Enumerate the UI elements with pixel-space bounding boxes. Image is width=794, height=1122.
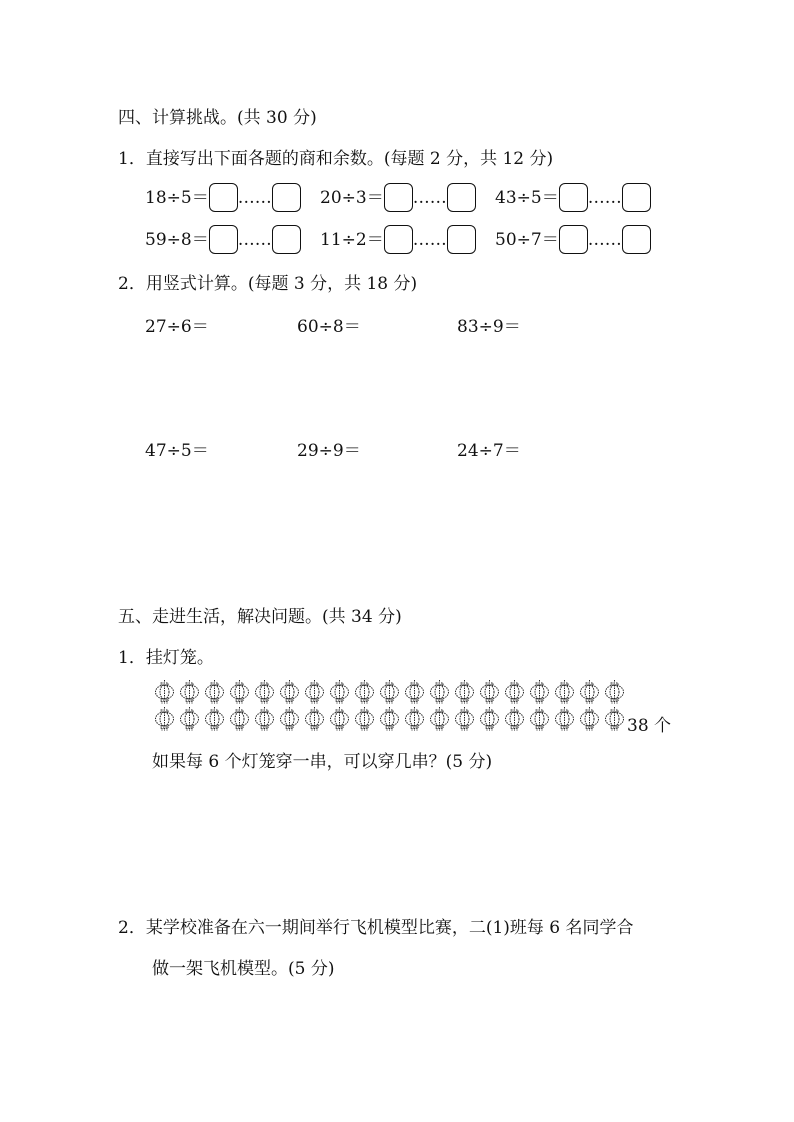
- question-2-line-1: 2．某学校准备在六一期间举行飞机模型比赛，二(1)班每 6 名同学合: [118, 918, 634, 938]
- division-item-4: [145, 225, 301, 255]
- division-expression: 11÷2＝: [320, 230, 384, 250]
- lantern-icon: [552, 707, 577, 731]
- ellipsis: ……: [237, 230, 272, 250]
- lantern-icon: [177, 680, 202, 704]
- lantern-icon: [177, 707, 202, 731]
- lantern-icon: [577, 680, 602, 704]
- lantern-icon: [252, 707, 277, 731]
- section-4-title: 四、计算挑战。(共 30 分): [118, 108, 317, 128]
- ellipsis: ……: [412, 230, 447, 250]
- division-item-2: [320, 183, 476, 213]
- lantern-icon: [477, 707, 502, 731]
- lantern-icon: [377, 680, 402, 704]
- lantern-icon: [202, 680, 227, 704]
- quotient-box[interactable]: [384, 183, 413, 212]
- lantern-icon: [452, 680, 477, 704]
- division-expression: 43÷5＝: [495, 188, 559, 208]
- lantern-icon: [352, 707, 377, 731]
- lantern-icon: [552, 680, 577, 704]
- remainder-box[interactable]: [272, 225, 301, 254]
- remainder-box[interactable]: [622, 183, 651, 212]
- lantern-icon: [602, 680, 627, 704]
- question-1-title: 1．挂灯笼。: [118, 648, 214, 668]
- vertical-calc-2: 60÷8＝: [297, 317, 361, 337]
- division-expression: 50÷7＝: [495, 230, 559, 250]
- lantern-icon: [527, 707, 552, 731]
- lantern-icon: [302, 680, 327, 704]
- lantern-icon: [602, 707, 627, 731]
- division-item-5: [320, 225, 476, 255]
- ellipsis: ……: [412, 188, 447, 208]
- lantern-row: [152, 707, 628, 731]
- lantern-icon: [152, 707, 177, 731]
- lantern-icon: [352, 680, 377, 704]
- lantern-icon: [377, 707, 402, 731]
- lantern-icon: [202, 707, 227, 731]
- lantern-row: [152, 680, 628, 704]
- lantern-icon: [252, 680, 277, 704]
- remainder-box[interactable]: [447, 225, 476, 254]
- lantern-icon: [452, 707, 477, 731]
- question-1-title: 1．直接写出下面各题的商和余数。(每题 2 分，共 12 分): [118, 149, 554, 169]
- vertical-calc-5: 29÷9＝: [297, 441, 361, 461]
- division-expression: 18÷5＝: [145, 188, 209, 208]
- question-text: 如果每 6 个灯笼穿一串，可以穿几串？(5 分): [152, 752, 493, 772]
- remainder-box[interactable]: [447, 183, 476, 212]
- lantern-icon: [152, 680, 177, 704]
- vertical-calc-4: 47÷5＝: [145, 441, 209, 461]
- ellipsis: ……: [587, 230, 622, 250]
- lantern-icon: [502, 680, 527, 704]
- division-item-3: [495, 183, 651, 213]
- lantern-icon: [277, 707, 302, 731]
- ellipsis: ……: [587, 188, 622, 208]
- question-2-title: 2．用竖式计算。(每题 3 分，共 18 分): [118, 274, 418, 294]
- quotient-box[interactable]: [559, 225, 588, 254]
- lantern-icon: [502, 707, 527, 731]
- ellipsis: ……: [237, 188, 272, 208]
- lantern-icon: [277, 680, 302, 704]
- division-expression: 20÷3＝: [320, 188, 384, 208]
- lantern-icon: [302, 707, 327, 731]
- lantern-icon: [577, 707, 602, 731]
- lantern-icon: [427, 707, 452, 731]
- lantern-icon: [327, 707, 352, 731]
- vertical-calc-3: 83÷9＝: [457, 317, 521, 337]
- division-item-1: [145, 183, 301, 213]
- division-item-6: [495, 225, 651, 255]
- quotient-box[interactable]: [209, 225, 238, 254]
- question-2-line-2: 做一架飞机模型。(5 分): [152, 959, 335, 979]
- lantern-icon: [227, 680, 252, 704]
- division-expression: 59÷8＝: [145, 230, 209, 250]
- vertical-calc-6: 24÷7＝: [457, 441, 521, 461]
- lantern-icon: [477, 680, 502, 704]
- lantern-icon: [402, 680, 427, 704]
- vertical-calc-1: 27÷6＝: [145, 317, 209, 337]
- lantern-icon: [402, 707, 427, 731]
- section-5-title: 五、走进生活，解决问题。(共 34 分): [118, 607, 402, 627]
- remainder-box[interactable]: [622, 225, 651, 254]
- lantern-icon: [227, 707, 252, 731]
- lantern-illustration: [152, 680, 628, 732]
- lantern-icon: [527, 680, 552, 704]
- lantern-count-label: 38 个: [627, 716, 672, 736]
- quotient-box[interactable]: [384, 225, 413, 254]
- lantern-icon: [427, 680, 452, 704]
- remainder-box[interactable]: [272, 183, 301, 212]
- lantern-icon: [327, 680, 352, 704]
- quotient-box[interactable]: [559, 183, 588, 212]
- quotient-box[interactable]: [209, 183, 238, 212]
